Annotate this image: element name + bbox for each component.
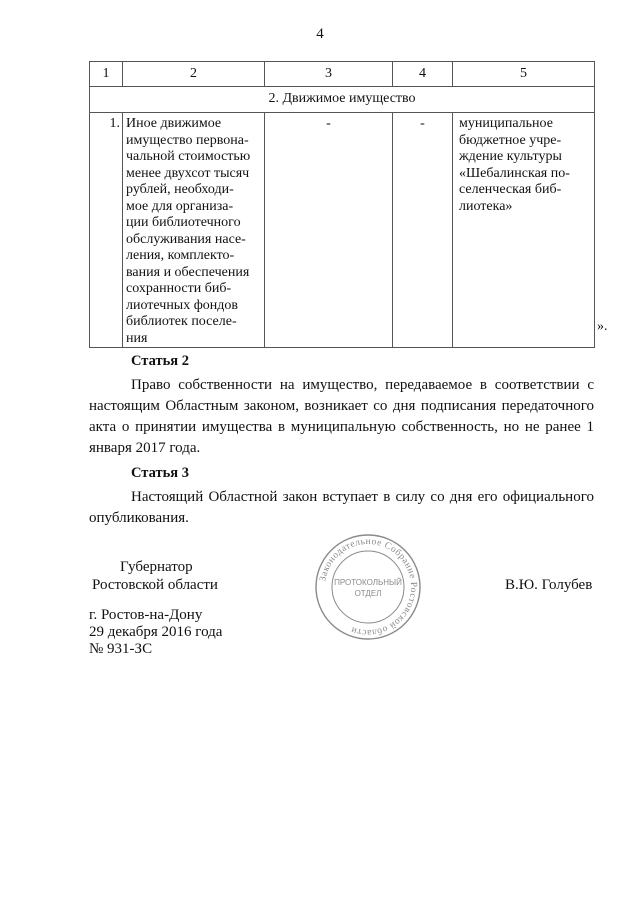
- description-line: библиотек поселе-: [126, 314, 237, 329]
- description-line: Иное движимое: [126, 116, 222, 131]
- description-line: менее двухсот тысяч: [126, 165, 250, 181]
- header-cell: 5: [453, 62, 595, 87]
- page-number: 4: [316, 26, 324, 42]
- header-cell: 3: [265, 62, 393, 87]
- signing-date: 29 декабря 2016 года: [89, 624, 223, 640]
- law-number: № 931-ЗС: [89, 641, 153, 657]
- column-4-value: -: [393, 113, 453, 348]
- stamp-seal: [313, 532, 423, 642]
- owner-line: лиотека»: [459, 198, 513, 214]
- description-line: вания и обеспечения: [126, 264, 250, 280]
- header-cell: 2: [123, 62, 265, 87]
- owner-line: муниципальное: [459, 116, 553, 131]
- header-cell: 1: [90, 62, 123, 87]
- article-3-text: Настоящий Областной закон вступает в силу со дня его официального опубликования.: [89, 489, 594, 526]
- description-line: имущество первона-: [126, 132, 249, 148]
- signatory-position-line-2: Ростовской области: [92, 577, 218, 593]
- description-line: обслуживания насе-: [126, 231, 246, 247]
- section-title: 2. Движимое имущество: [90, 87, 595, 113]
- article-2-title: Статья 2: [131, 353, 189, 369]
- table-row: [90, 113, 595, 348]
- stamp-center-line-1: ПРОТОКОЛЬНЫЙ: [334, 578, 402, 587]
- stamp-ring-text: Законодательное Собрание Ростовской области: [318, 536, 419, 638]
- description-line: ния: [126, 330, 148, 346]
- description-line: мое для организа-: [126, 198, 234, 214]
- description-line: рублей, необходи-: [126, 182, 234, 197]
- header-cell: 4: [393, 62, 453, 87]
- description-line: ции библиотечного: [126, 215, 241, 230]
- column-3-value: -: [265, 113, 393, 348]
- owner-line: бюджетное учре-: [459, 132, 562, 148]
- signatory-name: В.Ю. Голубев: [505, 577, 593, 593]
- signatory-position-line-1: Губернатор: [120, 559, 193, 575]
- stamp-center-line-2: ОТДЕЛ: [354, 589, 382, 598]
- closing-quote: ».: [597, 319, 608, 334]
- owner-line: ждение культуры: [459, 149, 562, 164]
- description-line: чальной стоимостью: [126, 149, 251, 164]
- property-table: [89, 61, 595, 348]
- signing-city: г. Ростов-на-Дону: [89, 607, 203, 623]
- property-description: [123, 113, 265, 348]
- description-line: сохранности биб-: [126, 281, 232, 296]
- row-number: 1.: [90, 113, 123, 348]
- table-header-row: [90, 62, 595, 87]
- description-line: ления, комплекто-: [126, 248, 235, 263]
- article-3-title: Статья 3: [131, 465, 189, 481]
- table-section-row: [90, 87, 595, 113]
- article-2-text: Право собственности на имущество, передаваемое в соответствии с настоящим Областным законом, возникает со дня подписания передаточного акта о принятии имущества в муниципальную собственность, но не ранее 1 января 2017 года.: [89, 377, 594, 456]
- description-line: лиотечных фондов: [126, 297, 239, 313]
- owner-line: «Шебалинская по-: [459, 165, 570, 181]
- recipient-organization: [453, 113, 595, 348]
- owner-line: селенческая биб-: [459, 182, 562, 197]
